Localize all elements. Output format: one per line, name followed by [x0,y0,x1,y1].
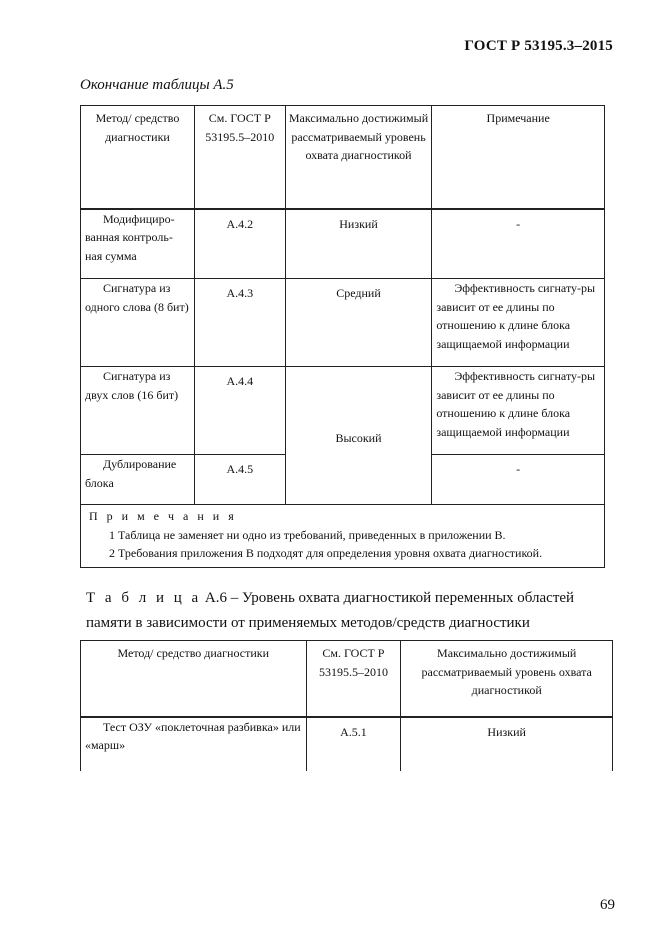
notes-row [81,505,605,568]
column-header-method: Метод/ средство диагностики [81,106,195,209]
cell-reference: А.4.2 [194,209,285,279]
column-header-note: Примечание [432,106,605,209]
cell-reference: А.4.3 [194,279,285,367]
column-header-coverage-level: Максимально достижимый рассматриваемый уровень охвата диагностикой [285,106,432,209]
cell-reference: А.4.4 [194,367,285,455]
cell-note: Эффективность сигнату-ры зависит от ее длины по отношению к длине блока защищаемой информации [432,367,605,455]
table-header-row [81,641,613,717]
cell-method: Дублирование блока [81,455,195,505]
page-number: 69 [600,897,615,913]
cell-method: Тест ОЗУ «поклеточная разбивка» или «марш» [81,717,307,771]
cell-note: - [432,209,605,279]
table-notes [81,505,605,568]
notes-title: П р и м е ч а н и я [89,509,237,523]
cell-coverage-level: Низкий [285,209,432,279]
cell-method: Сигнатура из двух слов (16 бит) [81,367,195,455]
column-header-method: Метод/ средство диагностики [81,641,307,717]
table-continuation-label: Окончание таблицы А.5 [80,77,234,93]
table-a6 [80,640,613,771]
cell-method: Сигнатура из одного слова (8 бит) [81,279,195,367]
caption-label: Т а б л и ц а [86,590,202,606]
cell-reference: А.5.1 [306,717,401,771]
cell-note: - [432,455,605,505]
cell-coverage-level-merged: Высокий [285,367,432,505]
cell-coverage-level: Средний [285,279,432,367]
caption-text: А.6 – Уровень охвата диагностикой переменных областей памяти в зависимости от применяемых методов/средств диагностики [86,590,575,631]
table-row [81,717,613,771]
column-header-reference: См. ГОСТ Р 53195.5–2010 [194,106,285,209]
cell-reference: А.4.5 [194,455,285,505]
table-row [81,279,605,367]
document-code-header: ГОСТ Р 53195.3–2015 [464,38,613,54]
cell-note: Эффективность сигнату-ры зависит от ее длины по отношению к длине блока защищаемой информации [432,279,605,367]
column-header-coverage-level: Максимально достижимый рассматриваемый уровень охвата диагностикой [401,641,613,717]
table-a5 [80,105,605,568]
table-header-row [81,106,605,209]
table-a6-caption [86,586,616,636]
note-1: 1 Таблица не заменяет ни одно из требований, приведенных в приложении В. [109,527,506,542]
note-2: 2 Требования приложения В подходят для определения уровня охвата диагностикой. [109,546,543,560]
table-row [81,367,605,455]
cell-method: Модифициро-ванная контроль-ная сумма [81,209,195,279]
table-row [81,209,605,279]
column-header-reference: См. ГОСТ Р 53195.5–2010 [306,641,401,717]
cell-coverage-level: Низкий [401,717,613,771]
